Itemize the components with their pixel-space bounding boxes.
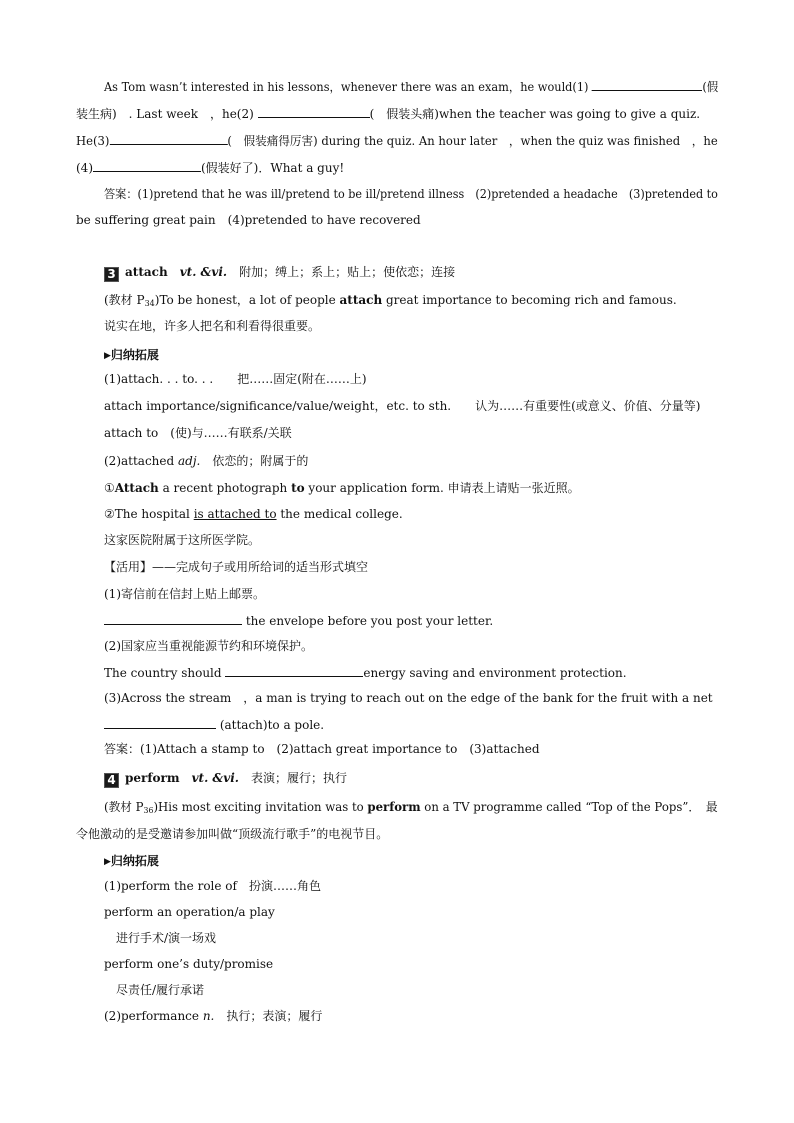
sec4-meaning: 表演；履行；执行 [251,771,348,785]
sec3-heading [104,264,455,282]
sec3-number-badge: 3 [104,267,119,282]
triangle-icon: ▶ [104,351,111,361]
sec3-case-1: ①Attach a recent photograph to your application form. 申请表上请贴一张近照。 [104,481,580,495]
sec4-number-badge: 4 [104,773,119,788]
blank-4[interactable] [93,159,201,172]
sec3-practice-3-line2: (attach)to a pole. [104,716,324,733]
answer1-line2: be suffering great pain (4)pretended to have recovered [76,213,421,227]
sec4-expand-label: ▶归纳拓展 [104,854,159,868]
sec4-heading [104,770,347,788]
triangle-icon: ▶ [104,857,111,867]
sec3-answer: 答案：(1)Attach a stamp to (2)attach great importance to (3)attached [104,742,540,756]
blank-1[interactable] [592,78,702,91]
blank-3[interactable] [109,132,227,145]
sec3-practice-2-cn: (2)国家应当重视能源节约和环境保护。 [104,639,313,653]
sec3-practice-1-en: the envelope before you post your letter. [104,612,493,629]
sec3-expand-3: attach to (使)与……有联系/关联 [104,426,292,440]
sec4-expand-4: (2)performance n. 执行；表演；履行 [104,1009,323,1023]
sec3-case-2-cn: 这家医院附属于这所医学院。 [104,533,261,547]
para1-line4: (4) (假装好了)．What a guy! [76,161,345,175]
sec3-expand-2: attach importance/significance/value/weight，etc. to sth. 认为……有重要性(或意义、价值、分量等) [104,399,701,413]
blank-2[interactable] [258,105,370,118]
sec3-practice-3-line1: (3)Across the stream ，a man is trying to reach out on the edge of the bank for the fruit with a net [104,691,713,705]
sec3-meaning: 附加；缚上；系上；贴上；使依恋；连接 [239,265,456,279]
sec4-word: perform [125,771,180,785]
sec3-pos: vt. &vi. [179,265,228,279]
sec4-expand-2: perform an operation/a play [104,905,275,919]
sec4-expand-3-cn: 尽责任/履行承诺 [104,983,205,997]
sec4-expand-1: (1)perform the role of 扮演……角色 [104,879,321,893]
sec3-example-cn: 说实在地，许多人把名和利看得很重要。 [104,319,321,333]
practice-blank-1[interactable] [104,612,242,625]
practice-blank-2[interactable] [225,664,363,677]
sec4-pos: vt. &vi. [191,771,239,785]
sec4-example: (教材 $P_{36})His$ most exciting invitation was to perform on a TV programme called “Top of the Pops”． 最 [104,800,718,815]
sec3-expand-4: (2)attached adj. 依恋的；附属于的 [104,454,309,468]
para1-line2: 装生病) . Last week ，he(2) ( 假装头痛)when the teacher was going to give a quiz. [76,107,701,121]
sec4-expand-2-cn: 进行手术/演一场戏 [104,931,217,945]
sec3-word: attach [125,265,168,279]
sec3-expand-1: (1)attach. . . to. . . 把……固定(附在……上) [104,372,367,386]
answer1-line1: 答案：(1)pretend that he was ill/pretend to be ill/pretend illness (2)pretended a headache (3)pretended to [104,187,718,201]
sec4-expand-3: perform one’s duty/promise [104,957,274,971]
sec3-expand-label: ▶归纳拓展 [104,348,159,362]
sec3-practice-1-cn: (1)寄信前在信封上贴上邮票。 [104,587,265,601]
sec3-practice-2-en: The country should energy saving and environment protection. [104,666,627,680]
sec3-case-2: ②The hospital is attached to the medical college. [104,507,403,521]
practice-blank-3[interactable] [104,716,216,729]
sec4-example-cn: 令他激动的是受邀请参加叫做“顶级流行歌手”的电视节目。 [76,827,389,841]
sec3-example: (教材 $P_{34})To$ be honest，a lot of people attach great importance to becoming rich and famous. [104,293,677,308]
para1-line3: He(3) ( 假装痛得厉害) during the quiz. An hour later ，when the quiz was finished ，he [76,134,718,148]
sec3-practice-title: 【活用】——完成句子或用所给词的适当形式填空 [104,560,369,574]
para1-line1: As Tom wasn’t interested in his lessons，whenever there was an exam，he would(1) (假 [104,80,719,94]
